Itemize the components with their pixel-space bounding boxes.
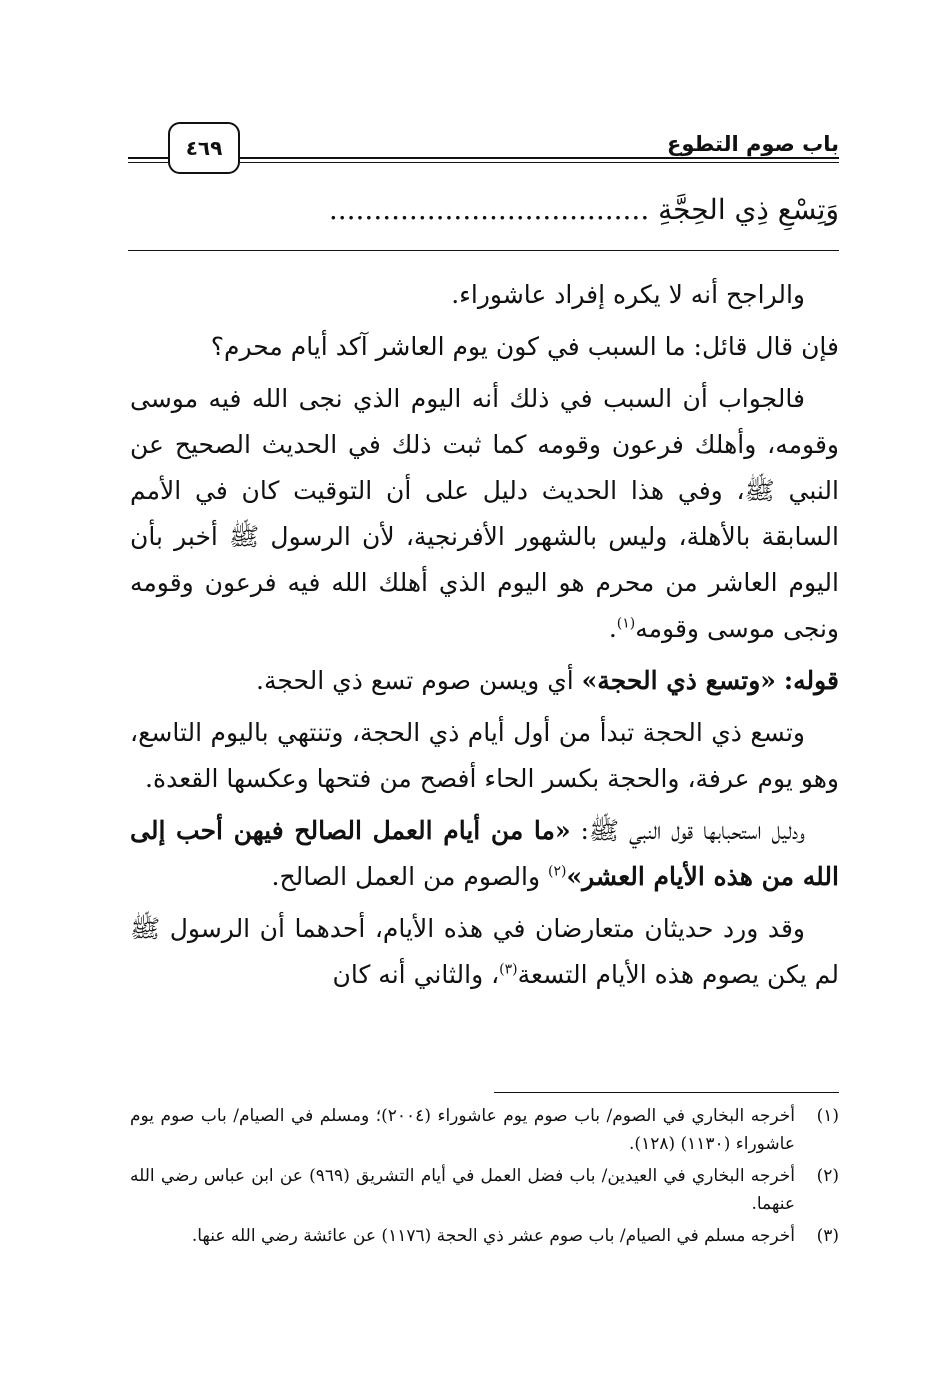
commentary-label: قوله: bbox=[783, 666, 839, 695]
matn-dots: .................................... bbox=[328, 193, 650, 226]
matn-rule bbox=[128, 250, 839, 251]
paragraph-text: ودليل استحبابها قول النبي ﷺ: bbox=[570, 816, 805, 845]
paragraph: والراجح أنه لا يكره إفراد عاشوراء. bbox=[451, 280, 805, 309]
footnote-rule bbox=[494, 1092, 839, 1093]
paragraph bbox=[130, 376, 839, 652]
matn-line bbox=[130, 190, 839, 230]
footnote-ref: (٢) bbox=[548, 863, 567, 880]
footnote-text: أخرجه البخاري في الصوم/ باب صوم يوم عاشوراء (٢٠٠٤)؛ ومسلم في الصيام/ باب صوم يوم عاشوراء (١١٣٠) (١٢٨). bbox=[130, 1106, 795, 1154]
paragraph-text: أي ويسن صوم تسع ذي الحجة. bbox=[256, 666, 582, 695]
paragraph bbox=[130, 906, 839, 998]
paragraph-text: وقد ورد حديثان متعارضان في هذه الأيام، أحدهما أن الرسول ﷺ لم يكن يصوم هذه الأيام التسعة bbox=[130, 914, 839, 989]
paragraph: وتسع ذي الحجة تبدأ من أول أيام ذي الحجة، وتنتهي باليوم التاسع، وهو يوم عرفة، والحجة بكسر الحاء أفصح من فتحها وعكسها القعدة. bbox=[130, 718, 839, 793]
paragraph-end: ، والثاني أنه كان bbox=[332, 960, 500, 989]
footnote bbox=[130, 1102, 839, 1158]
paragraph-end: والصوم من العمل الصالح. bbox=[271, 862, 549, 891]
page-number: ٤٦٩ bbox=[168, 122, 240, 174]
paragraph bbox=[130, 658, 839, 704]
paragraph-text: فالجواب أن السبب في ذلك أنه اليوم الذي نجى الله فيه موسى وقومه، وأهلك فرعون وقومه كما ثبت ذلك في الحديث الصحيح عن النبي ﷺ، وفي هذا الحديث دليل على أن التوقيت كان في الأمم السابقة بالأهلة، وليس بالشهور الأفرنجية، لأن الرسول ﷺ أخبر بأن اليوم العاشر من محرم هو اليوم الذي أهلك الله فيه فرعون وقومه ونجى موسى وقومه bbox=[130, 384, 839, 643]
paragraph-end: . bbox=[608, 614, 617, 643]
body-text bbox=[130, 272, 839, 1004]
matn-text: وَتِسْعِ ذِي الحِجَّةِ bbox=[658, 193, 839, 226]
footnote bbox=[130, 1162, 839, 1218]
footnote-text: أخرجه مسلم في الصيام/ باب صوم عشر ذي الحجة (١١٧٦) عن عائشة رضي الله عنها. bbox=[191, 1226, 795, 1246]
footnote bbox=[130, 1222, 839, 1250]
footnote-number: (١) bbox=[816, 1106, 839, 1126]
footnote-number: (٢) bbox=[816, 1166, 839, 1186]
footnotes bbox=[130, 1102, 839, 1254]
footnote-ref: (٣) bbox=[499, 961, 518, 978]
footnote-number: (٣) bbox=[816, 1226, 839, 1246]
footnote-text: أخرجه البخاري في العيدين/ باب فضل العمل في أيام التشريق (٩٦٩) عن ابن عباس رضي الله عنهما. bbox=[130, 1166, 796, 1214]
paragraph: فإن قال قائل: ما السبب في كون يوم العاشر آكد أيام محرم؟ bbox=[210, 332, 839, 361]
footnote-ref: (١) bbox=[616, 615, 636, 632]
hadith-quote: «ما من أيام العمل الصالح فيهن أحب إلى الله من هذه الأيام العشر» bbox=[130, 816, 839, 891]
paragraph bbox=[130, 808, 839, 900]
matn-quote: «وتسع ذي الحجة» bbox=[581, 666, 776, 695]
running-header-title: باب صوم التطوع bbox=[667, 132, 839, 156]
